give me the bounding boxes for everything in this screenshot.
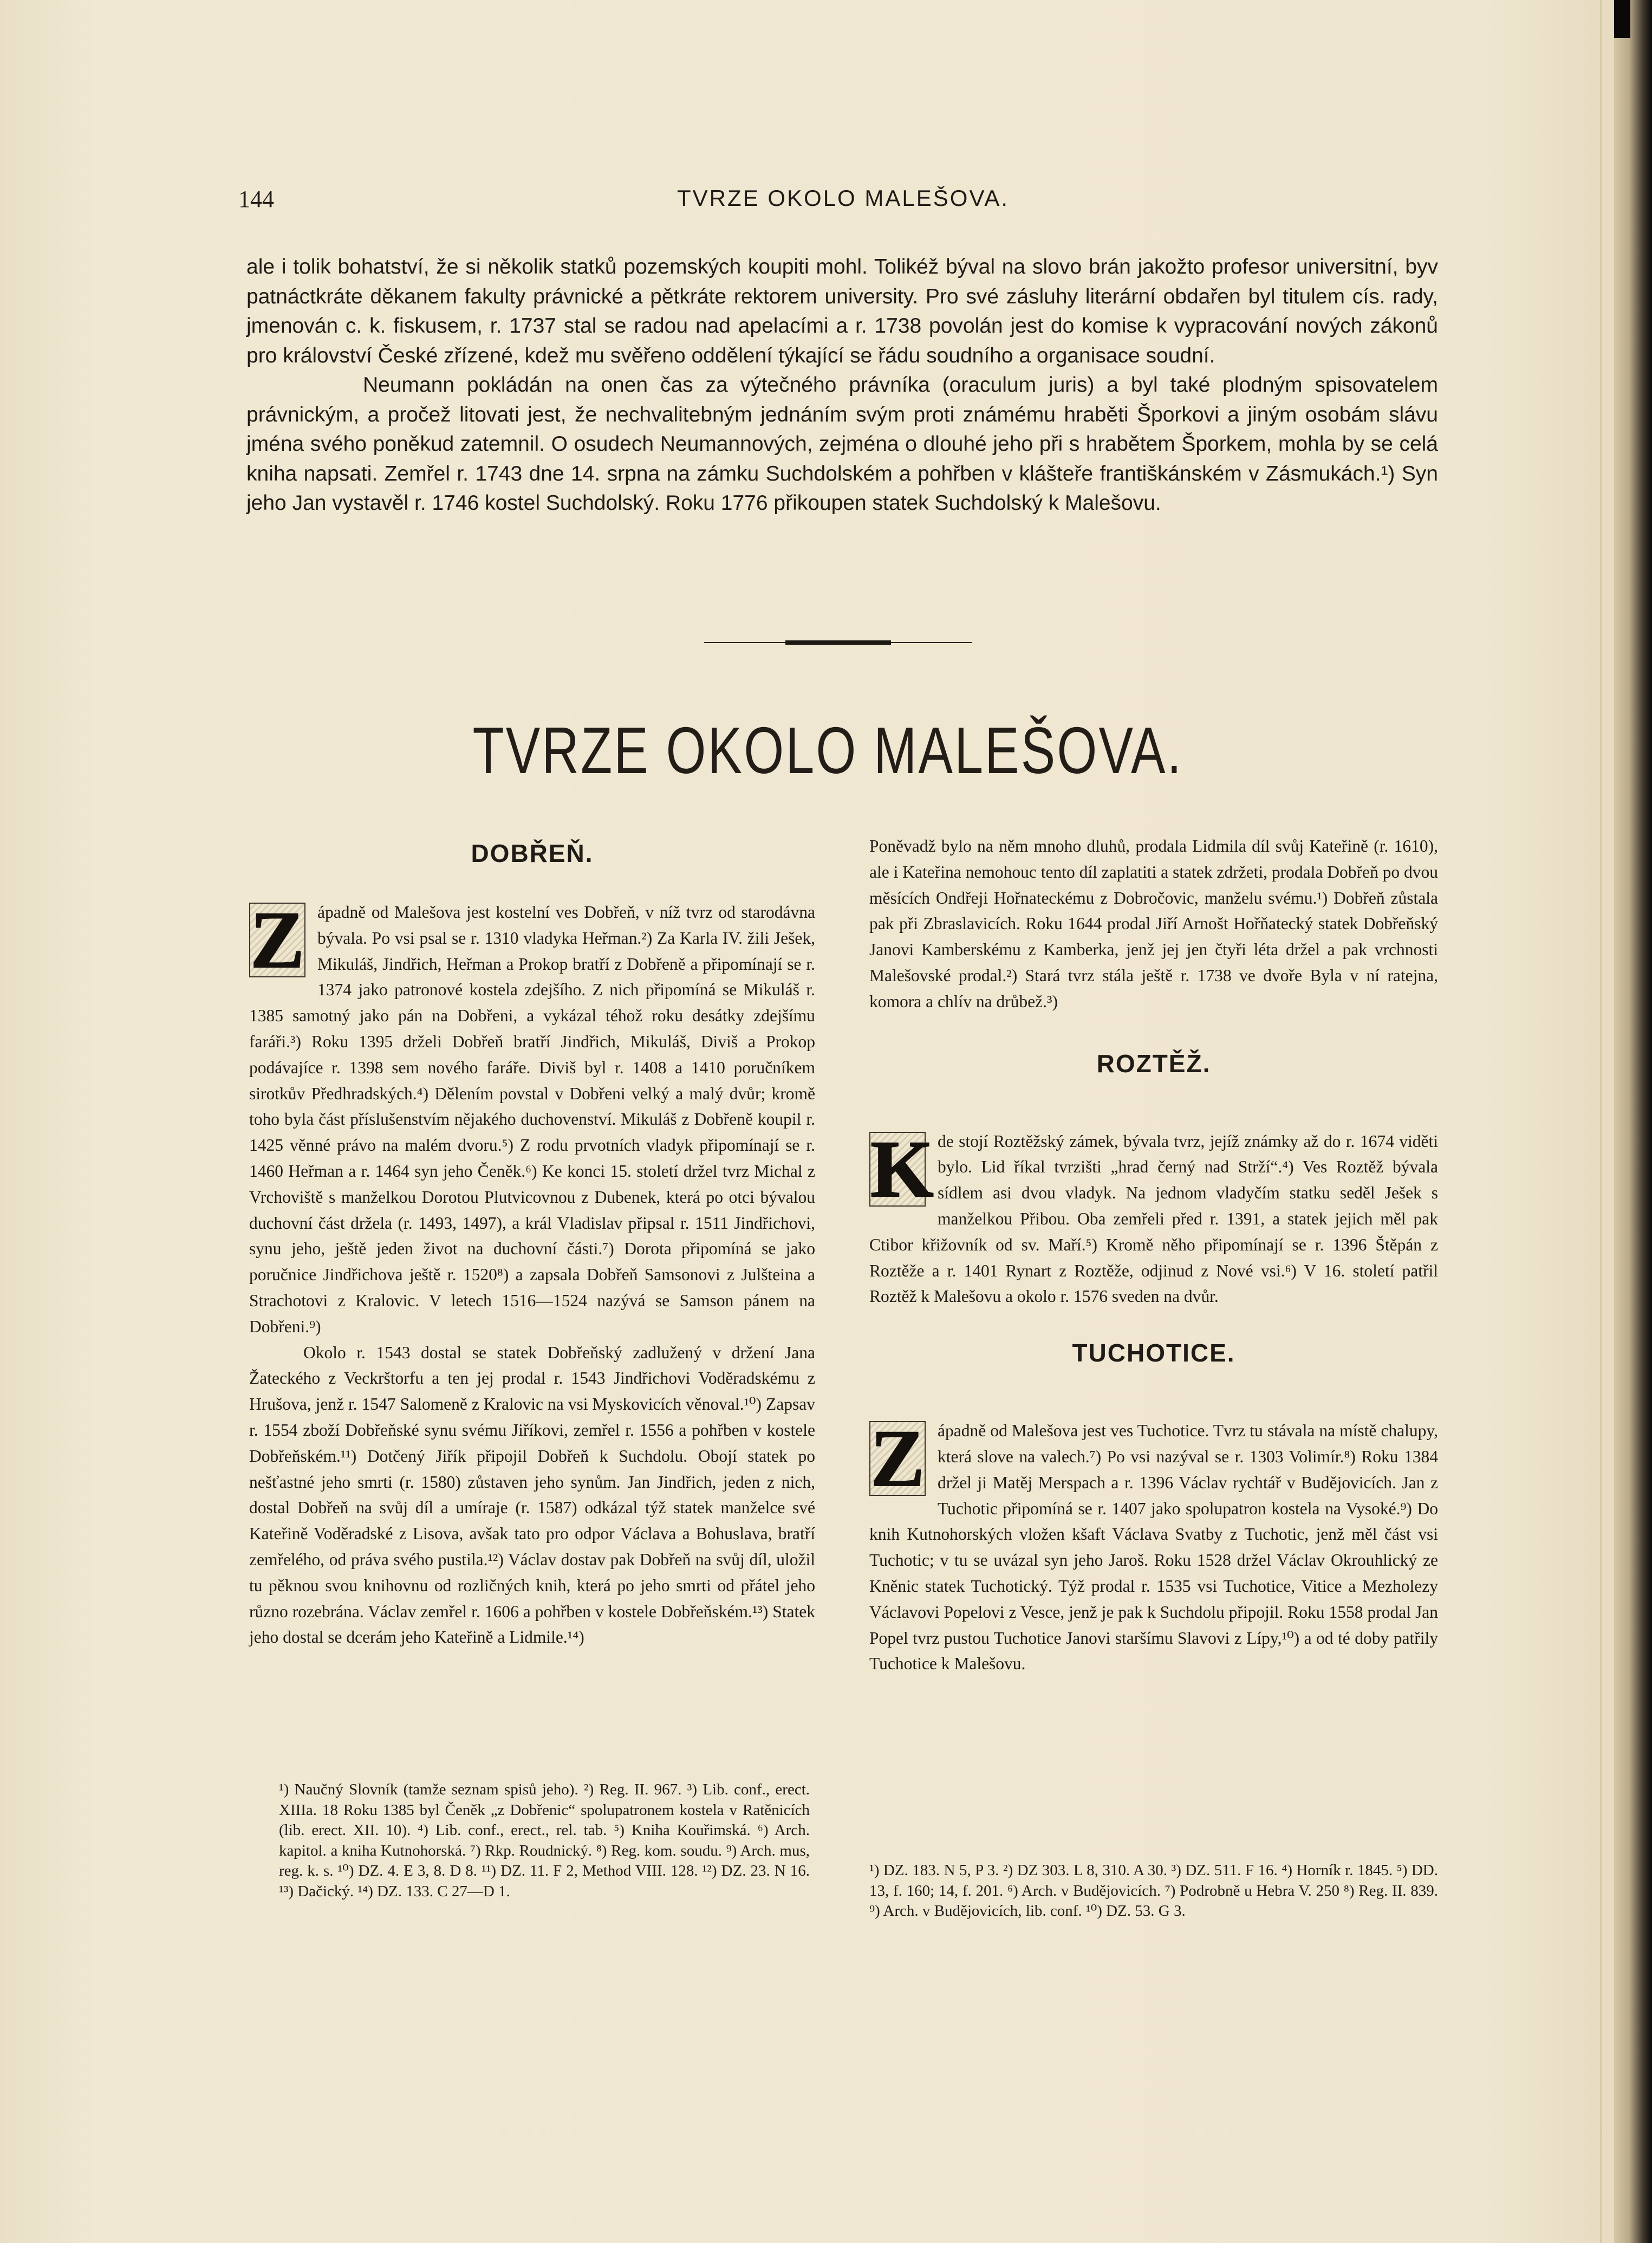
intro-paragraph: ale i tolik bohatství, že si několik statků pozemských koupiti mohl. Tolikéž býval na slovo brán jakožto profesor universitní, byv patnáctkráte děkanem fakulty právnické a pětkráte rektorem university. Pro své zásluhy literární obdařen byl titulem cís. rady, jmenován c. k. fiskusem, r. 1737 stal se radou nad apelacími a r. 1738 povolán jest do komise k vypracování nových zákonů pro království České zřízené, kdež mu svěřeno oddělení týkající se řádu soudního a organisace soudní. [246,255,1438,367]
section-divider [704,640,972,645]
corner-mark [1614,0,1630,38]
footnotes-left: ¹) Naučný Slovník (tamže seznam spisů jeho). ²) Reg. II. 967. ³) Lib. conf., erect. XIIIa. 18 Roku 1385 byl Čeněk „z Dobřenic“ spolupatronem kostela v Ratěnicích (lib. erect. XII. 10). ⁴) Lib. conf., erect., rel. tab. ⁵) Kniha Kouřimská. ⁶) Arch. kapitol. a kniha Kutnohorská. ⁷) Rkp. Roudnický. ⁸) Reg. kom. soudu. ⁹) Arch. mus, reg. k. s. ¹⁰) DZ. 4. E 3, 8. D 8. ¹¹) DZ. 11. F 2, Method VIII. 128. ¹²) DZ. 23. N 16. ¹³) Dačický. ¹⁴) DZ. 133. C 27—D 1. [279,1781,810,1900]
dropcap-k: K [870,1124,934,1214]
footnotes-right: ¹) DZ. 183. N 5, P 3. ²) DZ 303. L 8, 310. A 30. ³) DZ. 511. F 16. ⁴) Horník r. 1845. ⁵) DD. 13, f. 160; 14, f. 201. ⁶) Arch. v Budějovicích. ⁷) Podrobně u Hebra V. 250 ⁸) Reg. II. 839. ⁹) Arch. v Budějovicích, lib. conf. ¹⁰) DZ. 53. G 3. [869,1862,1438,1920]
chapter-title: TVRZE OKOLO MALEŠOVA. [472,714,1183,787]
paragraph-text: de stojí Roztěžský zámek, bývala tvrz, jejíž známky až do r. 1674 viděti bylo. Lid říkal tvrzišti „hrad černý nad Strží“.⁴) Ves Roztěž bývala sídlem asi dvou vladyk. Na jednom vladyčím statku seděl Ješek s manželkou Přibou. Oba zemřeli před r. 1391, a statek jejich měl pak Ctibor křižovník od sv. Maří.⁵) Kromě něho připomínají se r. 1396 Štěpán z Roztěže a r. 1401 Rynart z Roztěže, odjinud z Nové vsi.⁶) V 16. století patřil Roztěž k Malešovu a okolo r. 1576 sveden na dvůr. [869,1131,1438,1306]
paragraph: Poněvadž bylo na něm mnoho dluhů, prodala Lidmila díl svůj Kateřině (r. 1610), ale i Kateřina nemohouc tento díl zaplatiti a statek zdržeti, prodala Dobřeň po dvou měsících Ondřeji Hořnateckému z Dobročovic, manželu svému.¹) Dobřeň zůstala pak při Zbraslavicích. Roku 1644 prodal Jiří Arnošt Hořňatecký statek Dobřeňský Janovi Kamberskému z Kamberka, jenž jej jen čtyři léta držel a pak vrchnosti Malešovské prodal.²) Stará tvrz stála ještě r. 1738 ve dvoře Byla v ní ratejna, komora a chlív na drůbež.³) [869,837,1438,1011]
running-title: TVRZE OKOLO MALEŠOVA. [677,185,1010,211]
paragraph [869,1124,1438,1310]
dropcap-z: Z [870,1414,925,1504]
paragraph [869,1414,1438,1677]
spine-line [1600,0,1602,2243]
section-heading-tuchotice: TUCHOTICE. [1072,1339,1235,1367]
section-heading-roztez: ROZTĚŽ. [1096,1049,1211,1078]
page-number: 144 [238,186,274,212]
right-column [869,833,1438,1677]
left-column [249,834,815,1650]
intro-text [246,252,1438,518]
paragraph: Okolo r. 1543 dostal se statek Dobřeňský zadlužený v držení Jana Žateckého z Veckrštorfu a ten jej prodal r. 1543 Jindřichovi Voděradskému z Hrušova, jenž r. 1547 Salomeně z Kralovic na vsi Myskovicích věnoval.¹⁰) Zapsav r. 1554 zboží Dobřeňské synu svému Jiříkovi, zemřel r. 1556 a pohřben v kostele Dobřeňském.¹¹) Dotčený Jiřík připojil Dobřeň k Suchdolu. Obojí statek po nešťastné jeho smrti (r. 1580) zůstaven jeho synům. Jan Jindřich, jeden z nich, dostal Dobřeň na svůj díl a umíraje (r. 1587) odkázal týž statek manželce své Kateřině Voděradské z Lisova, avšak tato pro odpor Václava a Bohuslava, bratří zemřelého, od práva svého pustila.¹²) Václav dostav pak Dobřeň na svůj díl, uložil tu pěknou svou knihovnu od rozličných knih, která po jeho smrti od přátel jeho různo rozebrána. Václav zemřel r. 1606 a pohřben v kostele Dobřeňském.¹³) Statek jeho dostal se dcerám jeho Kateřině a Lidmile.¹⁴) [249,1343,815,1647]
divider-thick-rule [785,640,891,645]
running-head [238,185,1441,218]
section-heading-dobren: DOBŘEŇ. [471,839,594,867]
book-spine-edge [1614,0,1652,2243]
paragraph [249,895,815,1340]
dropcap-z: Z [250,895,305,985]
paragraph-text: ápadně od Malešova jest kostelní ves Dobřeň, v níž tvrz od starodávna bývala. Po vsi psal se r. 1310 vladyka Heřman.²) Za Karla IV. žili Ješek, Mikuláš, Jindřich, Heřman a Prokop bratří z Dobřeně a připomínají se r. 1374 jako patronové kostela zdejšího. Z nich připomíná se Mikuláš r. 1385 samotný jako pán na Dobřeni, a vykázal téhož roku desátky zdejšímu faráři.³) Roku 1395 drželi Dobřeň bratří Jindřich, Mikuláš, Diviš a Prokop podávajíce r. 1398 sem nového faráře. Diviš byl r. 1408 a 1410 poručníkem sirotkův Předhradských.⁴) Dělením povstal v Dobřeni velký a malý dvůr; kromě toho byla část příslušenstvím nějakého duchovenství. Mikuláš z Dobřeně koupil r. 1425 věnné právo na malém dvoru.⁵) Z rodu prvotních vladyk připomínají se r. 1460 Heřman a r. 1464 syn jeho Čeněk.⁶) Ke konci 15. století držel tvrz Michal z Vrchoviště s manželkou Dorotou Plutvicovnou z Dubenek, která po otci bývalou duchovní část držela (r. 1493, 1497), a král Vladislav připsal r. 1511 Jindřichovi, synu jeho, ještě jeden život na duchovní části.⁷) Dorota připomíná se jako poručnice Jindřichova ještě r. 1520⁸) a zapsala Dobřeň Samsonovi z Julšteina a Strachotovi z Kralovic. V letech 1516—1524 nazývá se Samson pánem na Dobřeni.⁹) [249,903,815,1336]
paragraph-text: ápadně od Malešova jest ves Tuchotice. Tvrz tu stávala na místě chalupy, která slove na valech.⁷) Po vsi nazýval se r. 1303 Volimír.⁸) Roku 1384 držel ji Matěj Merspach a r. 1396 Václav rychtář v Budějovicích. Jan z Tuchotic připomíná se r. 1407 jako spolupatron kostela na Vysoké.⁹) Do knih Kutnohorských vložen kšaft Václava Svatby z Tuchotic, jenž měl část vsi Tuchotic; v tu se uvázal syn jeho Jaroš. Roku 1528 držel Václav Okrouhlický ze Kněnic statek Tuchotický. Týž prodal r. 1535 vsi Tuchotice, Vitice a Mezholezy Václavovi Popelovi z Vesce, jenž je pak k Suchdolu připojil. Roku 1558 prodal Jan Popel tvrz pustou Tuchotice Janovi staršímu Slavovi z Lípy,¹⁰) a od té doby patřily Tuchotice k Malešovu. [869,1421,1438,1674]
intro-paragraph: Neumann pokládán na onen čas za výtečného právníka (oraculum juris) a byl také plodným spisovatelem právnickým, a pročež litovati jest, že nechvalitebným jednáním svým proti známému hraběti Šporkovi a jiným osobám slávu jména svého poněkud zatemnil. O osudech Neumannových, zejména o dlouhé jeho při s hrabětem Šporkem, mohla by se celá kniha napsati. Zemřel r. 1743 dne 14. srpna na zámku Suchdolském a pohřben v klášteře františkánském v Zásmukách.¹) Syn jeho Jan vystavěl r. 1746 kostel Suchdolský. Roku 1776 přikoupen statek Suchdolský k Malešovu. [246,373,1438,515]
